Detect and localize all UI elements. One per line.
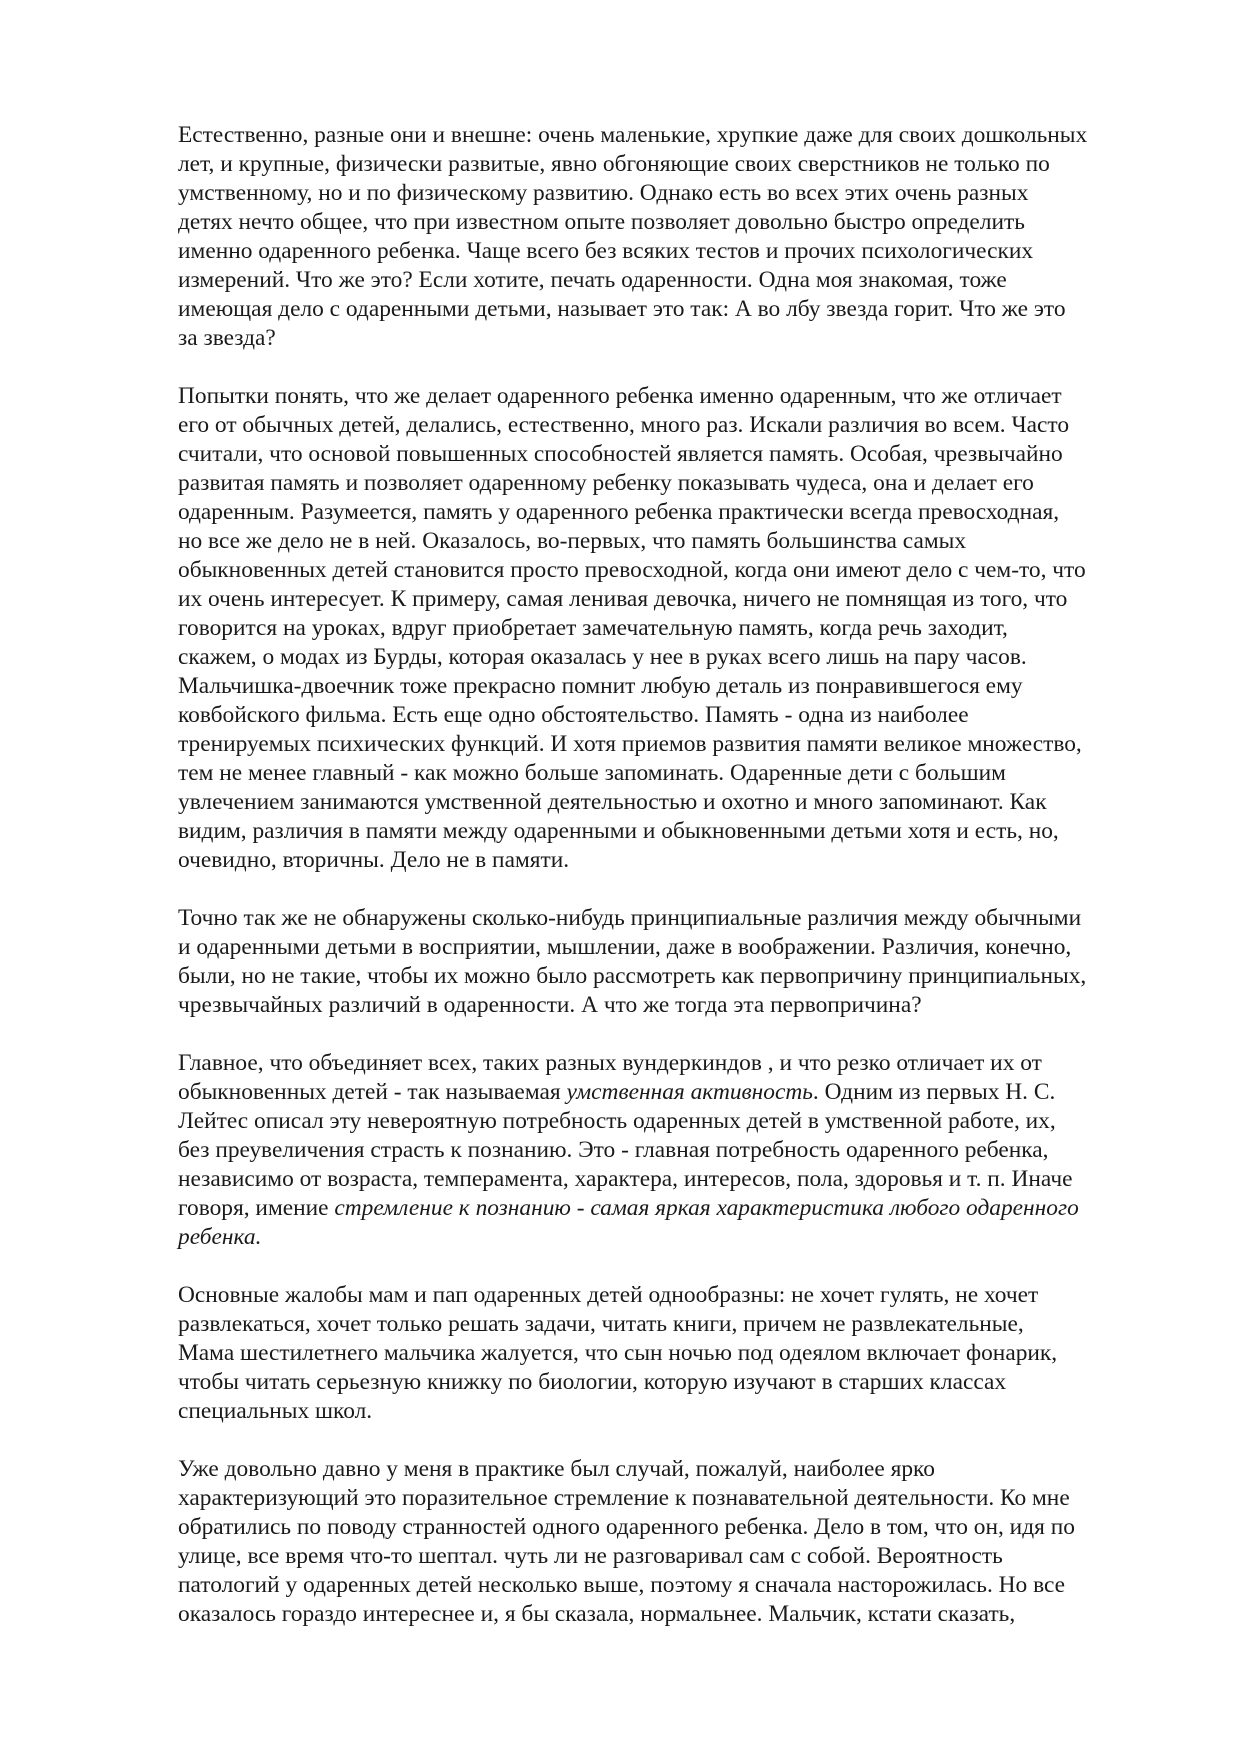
text-line: обратились по поводу странностей одного одаренного ребенка. Дело в том, что он, идя по <box>178 1514 1075 1540</box>
text-line: ковбойского фильма. Есть еще одно обстоятельство. Память - одна из наиболее <box>178 702 969 728</box>
text-line: скажем, о модах из Бурды, которая оказалась у нее в руках всего лишь на пару часов. <box>178 644 1027 670</box>
paragraph-3 <box>178 904 1178 1020</box>
text-line: Попытки понять, что же делает одаренного ребенка именно одаренным, что же отличает <box>178 383 1062 409</box>
text-line: его от обычных детей, делались, естественно, много раз. Искали различия во всем. Часто <box>178 412 1070 438</box>
text-line: считали, что основой повышенных способностей является память. Особая, чрезвычайно <box>178 441 1063 467</box>
paragraph-2 <box>178 382 1178 875</box>
text-line: Мама шестилетнего мальчика жалуется, что сын ночью под одеялом включает фонарик, <box>178 1340 1058 1366</box>
document-body <box>178 121 1178 1658</box>
text-line: умственному, но и по физическому развитию. Однако есть во всех этих очень разных <box>178 180 1029 206</box>
text-line: оказалось гораздо интереснее и, я бы сказала, нормальнее. Мальчик, кстати сказать, <box>178 1601 1016 1627</box>
text-line: детях нечто общее, что при известном опыте позволяет довольно быстро определить <box>178 209 1025 235</box>
emphasized-term: умственная активность <box>566 1079 813 1105</box>
text-line: лет, и крупные, физически развитые, явно обгоняющие своих сверстников не только по <box>178 151 1050 177</box>
paragraph-1 <box>178 121 1178 353</box>
text-line: Основные жалобы мам и пап одаренных детей однообразны: не хочет гулять, не хочет <box>178 1282 1039 1308</box>
text-line: имеющая дело с одаренными детьми, называет это так: А во лбу звезда горит. Что же это <box>178 296 1066 322</box>
text-line: развлекаться, хочет только решать задачи, читать книги, причем не развлекательные, <box>178 1311 1024 1337</box>
text-line: но все же дело не в ней. Оказалось, во-первых, что память большинства самых <box>178 528 967 554</box>
paragraph-6 <box>178 1455 1178 1629</box>
text-line: улице, все время что-то шептал. чуть ли не разговаривал сам с собой. Вероятность <box>178 1543 1003 1569</box>
text-run: обыкновенных детей - так называемая <box>178 1079 567 1105</box>
text-line: были, но не такие, чтобы их можно было рассмотреть как первопричину принципиальных, <box>178 963 1087 989</box>
text-line: и одаренными детьми в восприятии, мышлении, даже в воображении. Различия, конечно, <box>178 934 1072 960</box>
text-line: тренируемых психических функций. И хотя приемов развития памяти великое множество, <box>178 731 1082 757</box>
text-line: за звезда? <box>178 325 276 351</box>
text-line: развитая память и позволяет одаренному ребенку показывать чудеса, она и делает его <box>178 470 1034 496</box>
text-line: Главное, что объединяет всех, таких разных вундеркиндов , и что резко отличает их от <box>178 1050 1042 1076</box>
text-line: обыкновенных детей становится просто превосходной, когда они имеют дело с чем-то, что <box>178 557 1086 583</box>
text-line: характеризующий это поразительное стремление к познавательной деятельности. Ко мне <box>178 1485 1070 1511</box>
text-line <box>178 1078 1178 1107</box>
text-line: тем не менее главный - как можно больше запоминать. Одаренные дети с большим <box>178 760 1006 786</box>
paragraph-4 <box>178 1049 1178 1252</box>
text-line: говорится на уроках, вдруг приобретает замечательную память, когда речь заходит, <box>178 615 1008 641</box>
paragraph-5 <box>178 1281 1178 1426</box>
text-line: чрезвычайных различий в одаренности. А что же тогда эта первопричина? <box>178 992 922 1018</box>
emphasized-statement: стремление к познанию - самая яркая характеристика любого одаренного <box>334 1195 1079 1221</box>
text-line: именно одаренного ребенка. Чаще всего без всяких тестов и прочих психологических <box>178 238 1034 264</box>
text-line: очевидно, вторичны. Дело не в памяти. <box>178 847 570 873</box>
text-line: Естественно, разные они и внешне: очень маленькие, хрупкие даже для своих дошкольных <box>178 122 1088 148</box>
text-run: говоря, имение <box>178 1195 335 1221</box>
text-line: Мальчишка-двоечник тоже прекрасно помнит любую деталь из понравившегося ему <box>178 673 1023 699</box>
text-line: одаренным. Разумеется, память у одаренного ребенка практически всегда превосходная, <box>178 499 1060 525</box>
text-line: измерений. Что же это? Если хотите, печать одаренности. Одна моя знакомая, тоже <box>178 267 1007 293</box>
text-line: Лейтес описал эту невероятную потребность одаренных детей в умственной работе, их, <box>178 1108 1056 1134</box>
text-line: специальных школ. <box>178 1398 373 1424</box>
text-line: патологий у одаренных детей несколько выше, поэтому я сначала насторожилась. Но все <box>178 1572 1066 1598</box>
text-line: Уже довольно давно у меня в практике был случай, пожалуй, наиболее ярко <box>178 1456 935 1482</box>
text-line: видим, различия в памяти между одаренными и обыкновенными детьми хотя и есть, но, <box>178 818 1059 844</box>
text-line: Точно так же не обнаружены сколько-нибудь принципиальные различия между обычными <box>178 905 1082 931</box>
text-run: . Одним из первых Н. С. <box>812 1079 1056 1105</box>
text-line: чтобы читать серьезную книжку по биологии, которую изучают в старших классах <box>178 1369 1007 1395</box>
text-line: без преувеличения страсть к познанию. Это - главная потребность одаренного ребенка, <box>178 1137 1049 1163</box>
text-line <box>178 1194 1178 1223</box>
emphasized-statement: ребенка. <box>178 1224 262 1250</box>
text-line: их очень интересует. К примеру, самая ленивая девочка, ничего не помнящая из того, что <box>178 586 1068 612</box>
text-line: увлечением занимаются умственной деятельностью и охотно и много запоминают. Как <box>178 789 1047 815</box>
text-line: независимо от возраста, темперамента, характера, интересов, пола, здоровья и т. п. Иначе <box>178 1166 1073 1192</box>
